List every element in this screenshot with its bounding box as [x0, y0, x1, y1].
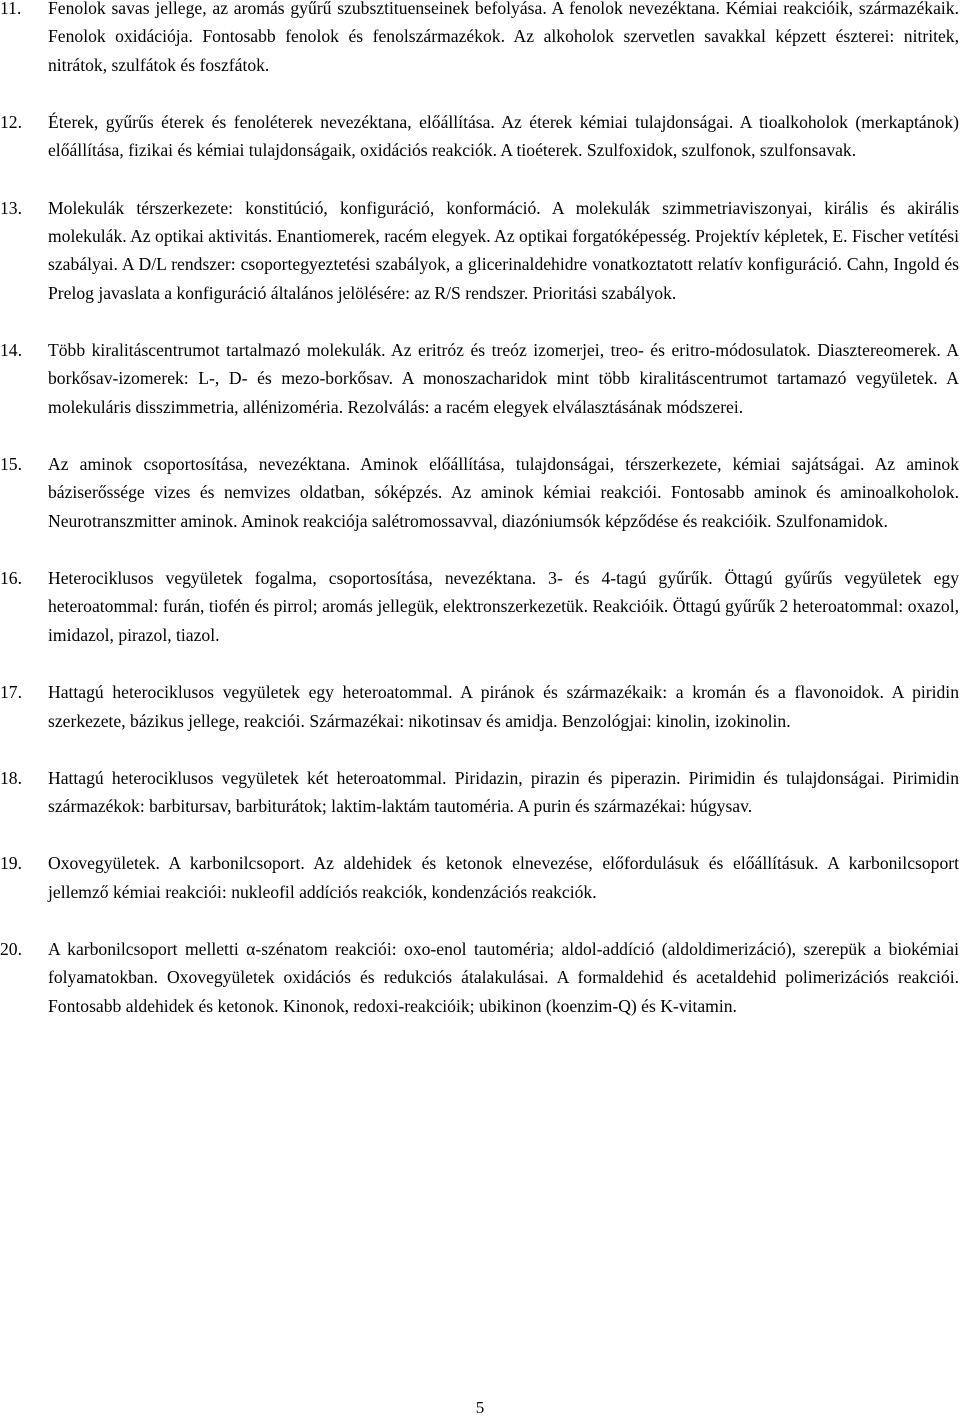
topic-text: Fenolok savas jellege, az aromás gyűrű szubsztituenseinek befolyása. A fenolok nevezéktana. Kémiai reakcióik, származékaik. Fenolok oxidációja. Fontosabb fenolok és fenolszármazékok. Az alkoholok szervetlen savakkal képzett észterei: nitritek, nitrátok, szulfátok és foszfátok. — [48, 0, 959, 75]
topic-text: Éterek, gyűrűs éterek és fenoléterek nevezéktana, előállítása. Az éterek kémiai tulajdonságai. A tioalkoholok (merkaptánok) előállítása, fizikai és kémiai tulajdonságaik, oxidációs reakciók. A tioéterek. Szulfoxidok, szulfonok, szulfonsavak. — [48, 112, 959, 161]
topic-number: 18. — [0, 767, 22, 788]
topic-item-11 — [0, 0, 960, 79]
topic-item-17 — [0, 678, 960, 735]
topic-text: A karbonilcsoport melletti α-szénatom reakciói: oxo-enol tautoméria; aldol-addíció (aldoldimerizáció), szerepük a biokémiai folyamatokban. Oxovegyületek oxidációs és redukciós átalakulásai. A formaldehid és acetaldehid polimerizációs reakciói. Fontosabb aldehidek és ketonok. Kinonok, redoxi-reakcióik; ubikinon (koenzim-Q) és K-vitamin. — [48, 938, 959, 1016]
topic-number: 12. — [0, 112, 22, 133]
topic-number: 17. — [0, 682, 22, 703]
topic-item-20 — [0, 935, 960, 1020]
topic-item-14 — [0, 336, 960, 421]
topic-text: Több kiralitáscentrumot tartalmazó molekulák. Az eritróz és treóz izomerjei, treo- és eritro-módosulatok. Diasztereomerek. A borkősav-izomerek: L-, D- és mezo-borkősav. A monoszacharidok mint több kiralitáscentrumot tartamazó vegyületek. A molekuláris disszimmetria, allénizoméria. Rezolválás: a racém elegyek elválasztásának módszerei. — [48, 340, 959, 417]
topic-number: 20. — [0, 938, 22, 959]
topic-text: Az aminok csoportosítása, nevezéktana. Aminok előállítása, tulajdonságai, térszerkezete, kémiai sajátságai. Az aminok báziserőssége vizes és nemvizes oldatban, sóképzés. Az aminok kémiai reakciói. Fontosabb aminok és aminoalkoholok. Neurotranszmitter aminok. Aminok reakciója salétromossavval, diazóniumsók képződése és reakcióik. Szulfonamidok. — [48, 454, 959, 531]
topic-item-13 — [0, 194, 960, 308]
topic-number: 11. — [0, 0, 22, 18]
topic-item-12 — [0, 108, 960, 165]
topic-text: Hattagú heterociklusos vegyületek két heteroatommal. Piridazin, pirazin és piperazin. Pirimidin és tulajdonságai. Pirimidin származékok: barbitursav, barbiturátok; laktim-laktám tautoméria. A purin és származékai: húgysav. — [48, 767, 959, 817]
topic-item-19 — [0, 849, 960, 906]
topic-number: 16. — [0, 568, 22, 589]
topic-item-16 — [0, 564, 960, 649]
topic-text: Hattagú heterociklusos vegyületek egy heteroatommal. A piránok és származékaik: a kromán és a flavonoidok. A piridin szerkezete, bázikus jellege, reakciói. Származékai: nikotinsav és amidja. Benzológjai: kinolin, izokinolin. — [48, 682, 959, 731]
topic-number: 14. — [0, 340, 22, 361]
topic-item-18 — [0, 764, 960, 821]
topic-text: Oxovegyületek. A karbonilcsoport. Az aldehidek és ketonok elnevezése, előfordulásuk és előállításuk. A karbonilcsoport jellemző kémiai reakciói: nukleofil addíciós reakciók, kondenzációs reakciók. — [48, 853, 959, 902]
topic-text: Heterociklusos vegyületek fogalma, csoportosítása, nevezéktana. 3- és 4-tagú gyűrűk. Öttagú gyűrűs vegyületek egy heteroatommal: furán, tiofén és pirrol; aromás jellegük, elektronszerkezetük. Reakcióik. Öttagú gyűrűk 2 heteroatommal: oxazol, imidazol, pirazol, tiazol. — [48, 568, 959, 645]
page-number: 5 — [475, 1398, 485, 1417]
topic-item-15 — [0, 450, 960, 535]
topic-text: Molekulák térszerkezete: konstitúció, konfiguráció, konformáció. A molekulák szimmetriaviszonyai, királis és akirális molekulák. Az optikai aktivitás. Enantiomerek, racém elegyek. Az optikai forgatóképesség. Projektív képletek, E. Fischer vetítési szabályai. A D/L rendszer: csoportegyeztetési szabályok, a glicerinaldehidre vonatkoztatott relatív konfiguráció. Cahn, Ingold és Prelog javaslata a konfiguráció általános jelölésére: az R/S rendszer. Prioritási szabályok. — [48, 197, 959, 303]
topic-number: 19. — [0, 853, 22, 874]
topic-number: 13. — [0, 197, 22, 218]
topic-number: 15. — [0, 454, 22, 475]
